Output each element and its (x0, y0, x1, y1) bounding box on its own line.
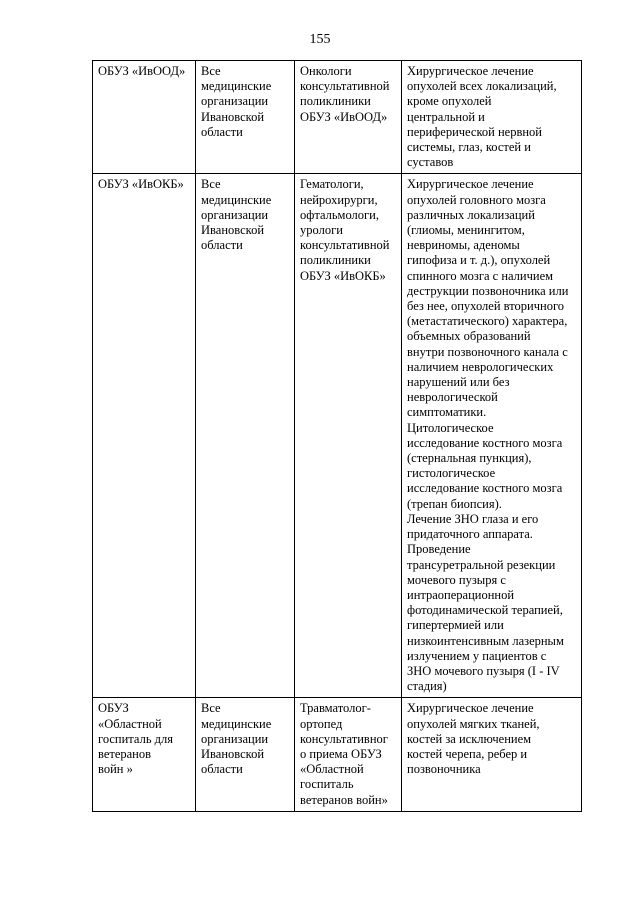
specialists-cell (295, 698, 402, 811)
cell-text-line: внутри позвоночного канала с (407, 344, 568, 359)
attached-orgs-cell (196, 174, 295, 698)
cell-text-line: ОБУЗ «ИвООД» (300, 109, 388, 124)
cell-text-line: (стернальная пункция), (407, 451, 532, 466)
cell-text-line: консультативног (300, 731, 388, 746)
cell-text-line: придаточного аппарата. (407, 527, 533, 542)
cell-text-line: Травматолог- (300, 701, 371, 716)
cell-text-line: Все (201, 177, 221, 192)
services-cell (402, 61, 582, 174)
cell-text-line: медицинские (201, 716, 272, 731)
cell-text-line: ЗНО мочевого пузыря (I - IV (407, 663, 560, 678)
cell-text-line: поликлиники (300, 253, 371, 268)
cell-text-line: Лечение ЗНО глаза и его (407, 511, 539, 526)
cell-text-line: опухолей головного мозга (407, 192, 546, 207)
cell-text-line: различных локализаций (407, 207, 535, 222)
cell-text-line: ОБУЗ «ИвООД» (98, 64, 186, 78)
cell-text-line: области (201, 238, 243, 253)
cell-text-line: области (201, 762, 243, 777)
cell-text-line: ОБУЗ (98, 701, 129, 716)
cell-text-line: Все (201, 64, 221, 78)
cell-text-line: низкоинтенсивным лазерным (407, 633, 564, 648)
cell-text-line: деструкции позвоночника или (407, 283, 569, 298)
specialists-cell (295, 174, 402, 698)
cell-text-line: нарушений или без (407, 375, 510, 390)
cell-text-line: костей черепа, ребер и (407, 746, 528, 761)
attached-orgs-cell (196, 698, 295, 811)
cell-text-line: Ивановской (201, 223, 265, 238)
services-cell (402, 174, 582, 698)
cell-text-line: госпиталь для (98, 731, 173, 746)
cell-text-line: позвоночника (407, 762, 481, 777)
cell-text-line: мочевого пузыря с (407, 572, 506, 587)
cell-text-line: наличием неврологических (407, 359, 554, 374)
cell-text-line: ОБУЗ «ИвОКБ» (98, 177, 184, 192)
cell-text-line: области (201, 124, 243, 139)
table-row (93, 174, 582, 698)
cell-text-line: Цитологическое (407, 420, 494, 435)
cell-text-line: медицинские (201, 79, 272, 94)
cell-text-line: ОБУЗ «ИвОКБ» (300, 268, 386, 283)
cell-text-line: излучением у пациентов с (407, 648, 547, 663)
cell-text-line: спинного мозга с наличием (407, 268, 554, 283)
cell-text-line: Все (201, 701, 221, 716)
cell-text-line: организации (201, 94, 269, 109)
cell-text-line: офтальмологи, (300, 207, 379, 222)
organization-cell (93, 698, 196, 811)
cell-text-line: Хирургическое лечение (407, 701, 534, 716)
cell-text-line: системы, глаз, костей и (407, 140, 531, 155)
cell-text-line: объемных образований (407, 329, 531, 344)
cell-text-line: (метастатического) характера, (407, 314, 568, 329)
cell-text-line: (глиомы, менингитом, (407, 223, 525, 238)
table-row (93, 61, 582, 174)
table-row (93, 698, 582, 811)
cell-text-line: консультативной (300, 238, 390, 253)
cell-text-line: (трепан биопсия). (407, 496, 502, 511)
cell-text-line: поликлиники (300, 94, 371, 109)
cell-text-line: центральной и (407, 109, 485, 124)
cell-text-line: «Областной (300, 762, 364, 777)
cell-text-line: суставов (407, 155, 454, 170)
cell-text-line: без нее, опухолей вторичного (407, 299, 565, 314)
referral-table (92, 60, 582, 812)
cell-text-line: кроме опухолей (407, 94, 492, 109)
cell-text-line: о приема ОБУЗ (300, 746, 382, 761)
attached-orgs-cell (196, 61, 295, 174)
cell-text-line: медицинские (201, 192, 272, 207)
cell-text-line: костей за исключением (407, 731, 532, 746)
cell-text-line: Хирургическое лечение (407, 64, 534, 78)
cell-text-line: ортопед (300, 716, 343, 731)
cell-text-line: исследование костного мозга (407, 481, 563, 496)
specialists-cell (295, 61, 402, 174)
cell-text-line: Ивановской (201, 109, 265, 124)
cell-text-line: нейрохирурги, (300, 192, 378, 207)
organization-cell (93, 174, 196, 698)
cell-text-line: интраоперационной (407, 587, 515, 602)
cell-text-line: гипофиза и т. д.), опухолей (407, 253, 551, 268)
cell-text-line: Проведение (407, 542, 471, 557)
cell-text-line: ветеранов (98, 746, 152, 761)
cell-text-line: урологи (300, 223, 343, 238)
cell-text-line: «Областной (98, 716, 162, 731)
cell-text-line: опухолей мягких тканей, (407, 716, 540, 731)
page-number: 155 (309, 32, 331, 47)
cell-text-line: Гематологи, (300, 177, 364, 192)
cell-text-line: неврологической (407, 390, 498, 405)
cell-text-line: исследование костного мозга (407, 435, 563, 450)
cell-text-line: гипертермией или (407, 618, 504, 633)
cell-text-line: симптоматики. (407, 405, 487, 420)
cell-text-line: Ивановской (201, 746, 265, 761)
cell-text-line: войн » (98, 762, 133, 777)
cell-text-line: периферической нервной (407, 124, 542, 139)
cell-text-line: трансуретральной резекции (407, 557, 556, 572)
organization-cell (93, 61, 196, 174)
cell-text-line: невриномы, аденомы (407, 238, 520, 253)
cell-text-line: организации (201, 207, 269, 222)
cell-text-line: опухолей всех локализаций, (407, 79, 557, 94)
cell-text-line: ветеранов войн» (300, 792, 388, 807)
cell-text-line: стадия) (407, 679, 447, 694)
cell-text-line: организации (201, 731, 269, 746)
cell-text-line: консультативной (300, 79, 390, 94)
cell-text-line: Хирургическое лечение (407, 177, 534, 192)
cell-text-line: Онкологи (300, 64, 352, 78)
cell-text-line: госпиталь (300, 777, 354, 792)
services-cell (402, 698, 582, 811)
cell-text-line: гистологическое (407, 466, 496, 481)
cell-text-line: фотодинамической терапией, (407, 603, 563, 618)
